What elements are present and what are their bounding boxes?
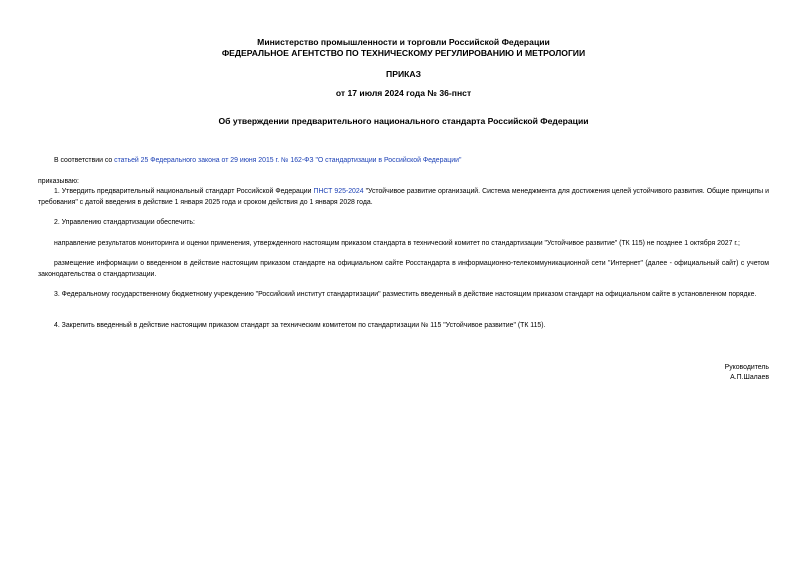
federal-law-link[interactable]: статьей 25 Федерального закона от 29 июня 2015 г. № 162-ФЗ "О стандартизации в Российской Федерации" bbox=[114, 157, 462, 164]
doc-date-heading: от 17 июля 2024 года № 36-пнст bbox=[335, 88, 472, 98]
doc-subject-heading: Об утверждении предварительного национального стандарта Российской Федерации bbox=[218, 116, 589, 126]
item-4-paragraph: 4. Закрепить введенный в действие настоящим приказом стандарт за техническим комитетом по стандартизации № 115 "Устойчивое развитие" (ТК 115). bbox=[54, 322, 546, 329]
item-3-paragraph: 3. Федеральному государственному бюджетному учреждению "Российский институт стандартизации" разместить введенный в действие настоящим приказом стандарт на официальном сайте в установленном порядке. bbox=[54, 291, 757, 298]
item-2-sub-1: направление результатов мониторинга и оценки применения, утвержденного настоящим приказом стандарта в технический комитет по стандартизации "Устойчивое развитие" (ТК 115) не позднее 1 октября 2027 г.; bbox=[54, 240, 740, 247]
doc-type-heading: ПРИКАЗ bbox=[386, 69, 421, 79]
basis-paragraph bbox=[54, 156, 461, 167]
agency-heading: ФЕДЕРАЛЬНОЕ АГЕНТСТВО ПО ТЕХНИЧЕСКОМУ РЕГУЛИРОВАНИЮ И МЕТРОЛОГИИ bbox=[221, 48, 586, 58]
item-2-sub-2: размещение информации о введенном в действие настоящим приказом стандарте на официальном сайте Росстандарта в информационно-телекоммуникационной сети "Интернет" (далее - официальный сайт) с учетом законодательства о стандартизации. bbox=[38, 260, 769, 278]
standard-link[interactable]: ПНСТ 925-2024 bbox=[313, 188, 364, 195]
item-1-paragraph bbox=[38, 187, 769, 208]
basis-prefix: В соответствии со bbox=[54, 157, 115, 164]
ministry-heading: Министерство промышленности и торговли Российской Федерации bbox=[257, 37, 550, 47]
order-word: приказываю: bbox=[38, 178, 79, 185]
item-1-suffix: "Устойчивое развитие организаций. Система менеджмента для достижения целей устойчивого развития. Общие принципы и требования" с датой введения в действие 1 января 2025 года и сроком действия до 1 января 2028 года. bbox=[38, 188, 769, 206]
signatory-name: А.П.Шалаев bbox=[730, 374, 769, 381]
signatory-title: Руководитель bbox=[724, 364, 769, 371]
item-1-prefix: 1. Утвердить предварительный национальный стандарт Российской Федерации bbox=[54, 188, 314, 195]
item-2-paragraph: 2. Управлению стандартизации обеспечить: bbox=[54, 219, 195, 226]
